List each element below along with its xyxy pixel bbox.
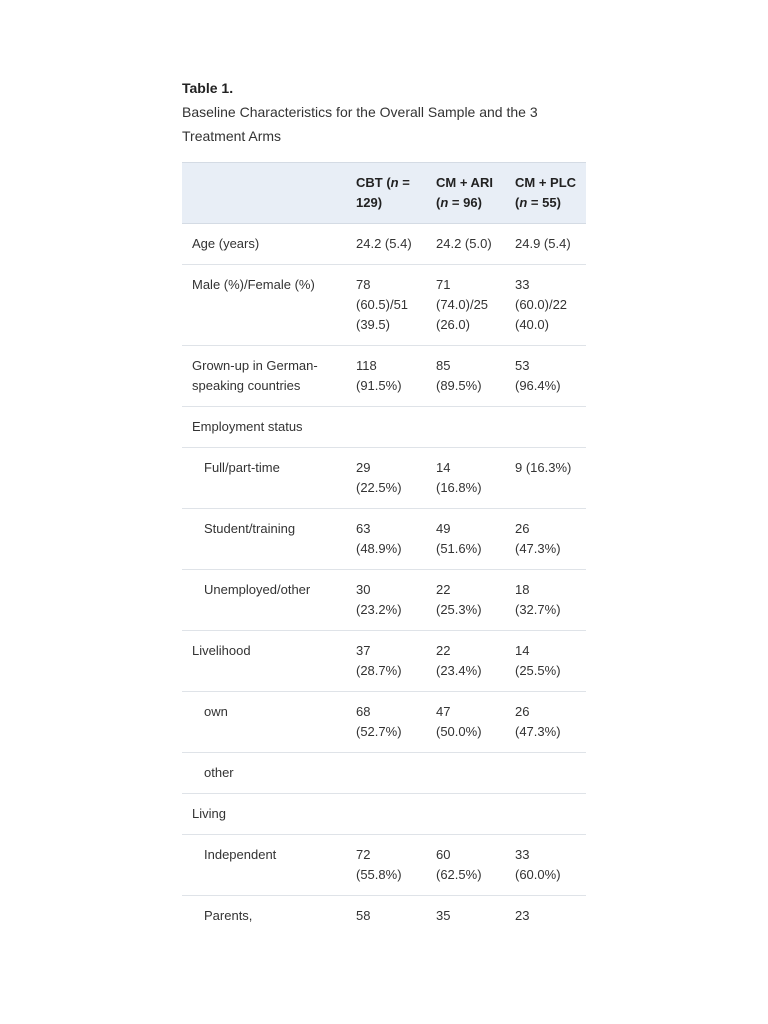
row-label: Full/part-time xyxy=(182,448,346,509)
header-cell-cm-plc: CM + PLC (n = 55) xyxy=(505,163,586,224)
table-row xyxy=(182,570,586,631)
cell-cm-ari: 49 (51.6%) xyxy=(426,509,505,570)
row-label: Unemployed/other xyxy=(182,570,346,631)
cell-cm-plc: 18 (32.7%) xyxy=(505,570,586,631)
cell-cbt: 37 (28.7%) xyxy=(346,631,426,692)
cell-cm-ari: 60 (62.5%) xyxy=(426,835,505,896)
cell-cbt: 29 (22.5%) xyxy=(346,448,426,509)
cell-cbt xyxy=(346,794,426,835)
row-label: Employment status xyxy=(182,407,346,448)
table-row xyxy=(182,407,586,448)
cell-cbt: 72 (55.8%) xyxy=(346,835,426,896)
row-label: Male (%)/Female (%) xyxy=(182,265,346,346)
row-label: Age (years) xyxy=(182,224,346,265)
cell-cm-plc xyxy=(505,407,586,448)
cell-cbt: 63 (48.9%) xyxy=(346,509,426,570)
cell-cm-ari: 22 (25.3%) xyxy=(426,570,505,631)
row-label: own xyxy=(182,692,346,753)
table-row xyxy=(182,896,586,937)
cell-cbt: 30 (23.2%) xyxy=(346,570,426,631)
document-page xyxy=(182,78,586,936)
header-cell-cbt: CBT (n = 129) xyxy=(346,163,426,224)
cell-cm-plc xyxy=(505,753,586,794)
cell-cbt: 118 (91.5%) xyxy=(346,346,426,407)
cell-cm-plc: 14 (25.5%) xyxy=(505,631,586,692)
cell-cm-ari: 22 (23.4%) xyxy=(426,631,505,692)
row-label: Student/training xyxy=(182,509,346,570)
row-label: Livelihood xyxy=(182,631,346,692)
table-label: Table 1. xyxy=(182,80,234,96)
cell-cm-ari xyxy=(426,794,505,835)
cell-cm-ari: 14 (16.8%) xyxy=(426,448,505,509)
cell-cbt: 58 xyxy=(356,908,371,923)
cell-cm-plc: 9 (16.3%) xyxy=(505,448,586,509)
table-row xyxy=(182,753,586,794)
table-header-row xyxy=(182,163,586,224)
cell-cbt: 68 (52.7%) xyxy=(346,692,426,753)
row-label: other xyxy=(182,753,346,794)
cell-cm-plc: 23 xyxy=(515,908,530,923)
table-row xyxy=(182,265,586,346)
cell-cm-ari: 35 xyxy=(436,908,451,923)
cell-cm-ari: 85 (89.5%) xyxy=(426,346,505,407)
table-body xyxy=(182,224,586,937)
row-label: Living xyxy=(182,794,346,835)
cell-cm-plc: 24.9 (5.4) xyxy=(505,224,586,265)
cell-cm-plc: 53 (96.4%) xyxy=(505,346,586,407)
cell-cm-ari xyxy=(426,753,505,794)
table-row xyxy=(182,835,586,896)
table-row xyxy=(182,509,586,570)
cell-cm-ari xyxy=(426,407,505,448)
table-row xyxy=(182,794,586,835)
table-row xyxy=(182,346,586,407)
cell-cm-plc: 26 (47.3%) xyxy=(505,509,586,570)
cell-cm-plc: 33 (60.0)/22 (40.0) xyxy=(505,265,586,346)
cell-cm-ari: 71 (74.0)/25 (26.0) xyxy=(426,265,505,346)
row-label: Parents, xyxy=(204,908,253,923)
table-caption: Baseline Characteristics for the Overall Sample and the 3 Treatment Arms xyxy=(182,104,538,144)
table-row xyxy=(182,448,586,509)
cell-cbt: 24.2 (5.4) xyxy=(346,224,426,265)
cell-cbt xyxy=(346,753,426,794)
table-row xyxy=(182,631,586,692)
cell-cm-plc: 26 (47.3%) xyxy=(505,692,586,753)
row-label: Independent xyxy=(182,835,346,896)
cell-cm-plc: 33 (60.0%) xyxy=(505,835,586,896)
header-cell-cm-ari: CM + ARI (n = 96) xyxy=(426,163,505,224)
table-row xyxy=(182,692,586,753)
header-cell-empty xyxy=(182,163,346,224)
cell-cbt: 78 (60.5)/51 (39.5) xyxy=(346,265,426,346)
table-row xyxy=(182,224,586,265)
baseline-characteristics-table xyxy=(182,162,586,936)
row-label: Grown-up in German-speaking countries xyxy=(182,346,346,407)
cell-cm-ari: 47 (50.0%) xyxy=(426,692,505,753)
cell-cbt xyxy=(346,407,426,448)
cell-cm-ari: 24.2 (5.0) xyxy=(426,224,505,265)
cell-cm-plc xyxy=(505,794,586,835)
